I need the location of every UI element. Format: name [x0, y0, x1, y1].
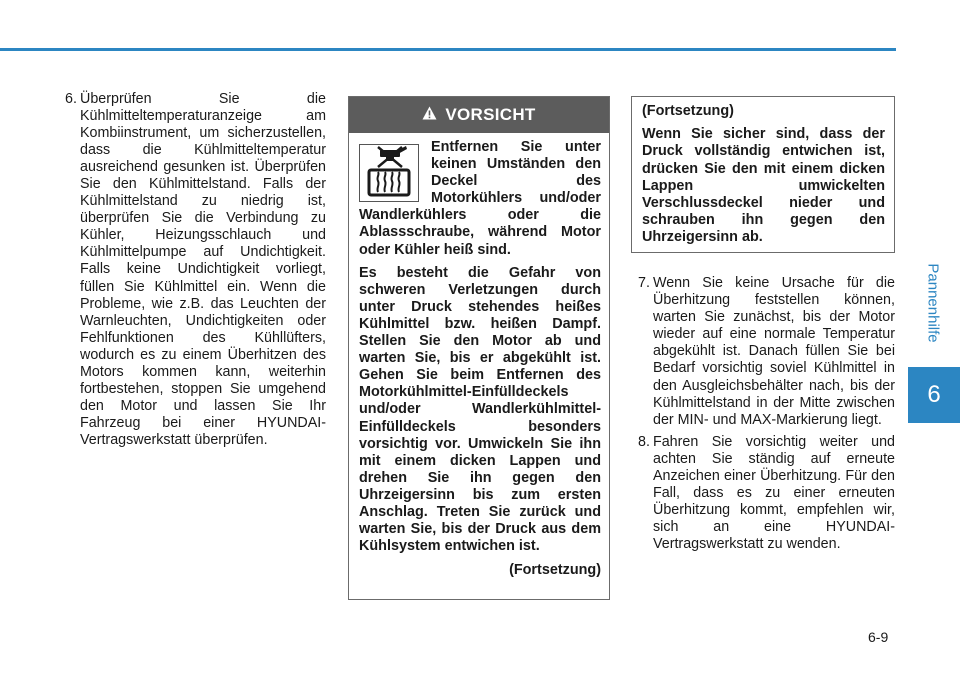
list-item [633, 275, 895, 429]
list-item [60, 91, 326, 449]
list-item-text: Fahren Sie vorsichtig weiter und achten Sie ständig auf erneute Anzeichen einer Überhitzung. Für den Fall, dass es zu einer erneuten Überhitzung kommt, empfehlen wir, sich an eine HYUNDAI-Vertragswerkstatt zu wenden. [653, 433, 895, 553]
caution-box [348, 96, 610, 600]
list-item-number: 7. [638, 275, 650, 291]
section-label [925, 248, 941, 358]
list-item-text: Wenn Sie keine Ursache für die Überhitzung feststellen können, warten Sie zunächst, bis der Motor wieder auf eine normale Temperatur abgekühlt ist. Danach füllen Sie bei Bedarf vorsichtig soviel Kühlmittel in den Ausgleichsbehälter nach, bis der Kühlmittelstand in der Mitte zwischen der MIN- und MAX-Markierung liegt. [653, 275, 895, 428]
caution-paragraph-2: Es besteht die Gefahr von schweren Verletzungen durch unter Druck stehendes heißes Kühlmittel bzw. heißen Dampf. Stellen Sie den Motor ab und warten Sie, bis er abgekühlt ist. Gehen Sie beim Entfernen des Motorkühlmittel-Einfülldeckels und/oder Wandlerkühlmittel-Einfülldeckels besonders vorsichtig vor. Umwickeln Sie ihn mit einem dicken Lappen und drehen Sie ihn gegen den Uhrzeigersinn bis zum ersten Anschlag. Treten Sie zurück und warten Sie, bis der Druck aus dem Kühlsystem entwichen ist. [359, 264, 601, 555]
continuation-heading: (Fortsetzung) [642, 103, 734, 119]
caution-paragraph-1: Entfernen Sie unter keinen Umständen den Deckel des Motorkühlers und/oder Wandlerkühlers oder die Ablassschraube, während Motor oder Kühler heiß sind. [359, 139, 601, 258]
page-number: 6-9 [868, 629, 889, 645]
left-column [60, 91, 326, 449]
continuation-text: Wenn Sie sicher sind, dass der Druck vollständig entwichen ist, drücken Sie den mit einem dicken Lappen umwickelten Verschlussdeckel nieder und schrauben ihn gegen den Uhrzeigersinn ab. [642, 126, 885, 246]
right-column [633, 275, 895, 554]
warning-triangle-icon [422, 105, 437, 125]
section-label-text: Pannenhilfe [924, 263, 942, 343]
list-item-number: 6. [65, 91, 77, 107]
hot-radiator-cap-warning-icon [359, 144, 419, 202]
list-item-text: Überprüfen Sie die Kühlmitteltemperaturanzeige am Kombiinstrument, um sicherzustellen, dass die Kühlmitteltemperatur ausreichend gesunken ist. Überprüfen Sie den Kühlmittelstand. Falls der Kühlmittelstand zu niedrig ist, überprüfen Sie die Verbindung zu Kühler, Heizungsschlauch und Kühlmittelpumpe auf Undichtigkeit. Falls keine Undichtigkeit vorliegt, füllen Sie Kühlmittel ein. Wenn die Probleme, wie z.B. das Leuchten der Warnleuchten, Undichtigkeiten oder Fehlfunktionen des Kühllüfters, wodurch es zu einem Überhitzen des Motors kommen kann, weiterhin fortbestehen, stoppen Sie umgehend den Motor und lassen Sie Ihr Fahrzeug bei einer HYUNDAI-Vertragswerkstatt überprüfen. [80, 91, 326, 448]
continuation-box [631, 96, 895, 253]
chapter-tab: 6 [908, 367, 960, 423]
caution-header [349, 97, 609, 133]
list-item-number: 8. [638, 433, 650, 450]
caution-body [349, 133, 609, 579]
caution-title: VORSICHT [445, 105, 536, 124]
list-item [633, 434, 895, 554]
top-rule [0, 48, 896, 51]
continued-note: (Fortsetzung) [509, 562, 601, 579]
